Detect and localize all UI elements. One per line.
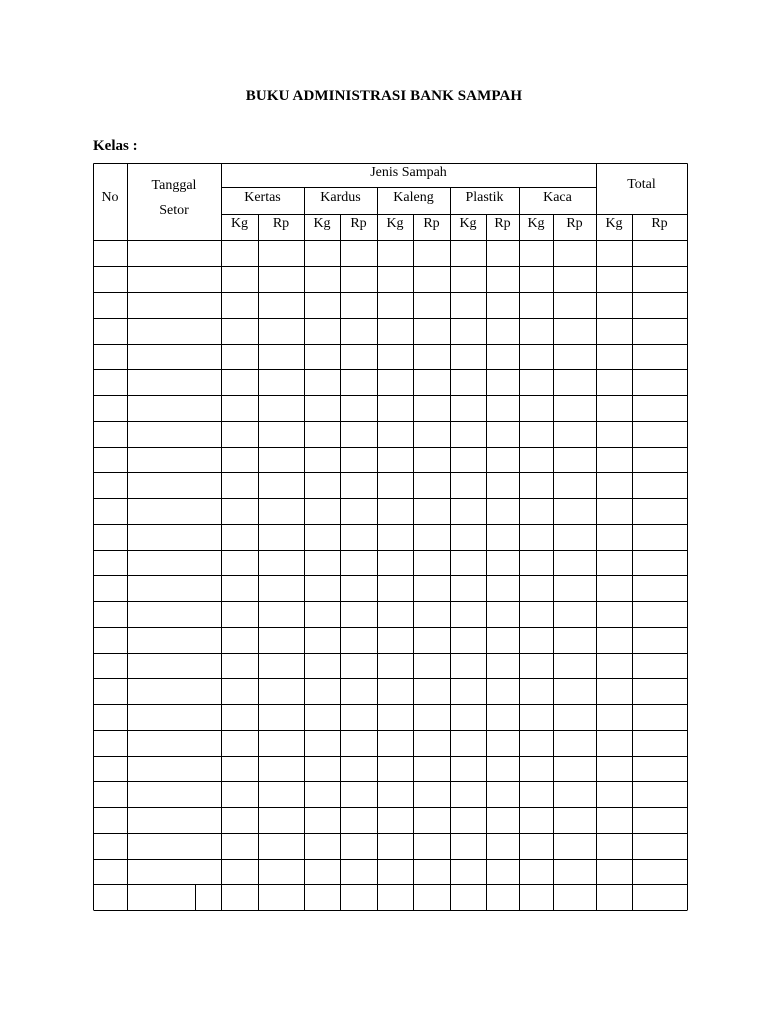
header-kaleng-kg: Kg [386, 216, 404, 231]
header-total: Total [627, 177, 656, 192]
header-jenis-sampah: Jenis Sampah [370, 165, 447, 180]
header-category-kardus: Kardus [320, 190, 361, 205]
header-category-kaca: Kaca [543, 190, 572, 205]
header-total-kg: Kg [605, 216, 623, 231]
header-kertas-kg: Kg [230, 216, 249, 231]
header-kardus-kg: Kg [313, 216, 331, 231]
header-kaca-rp: Rp [566, 216, 583, 231]
header-setor: Setor [159, 203, 189, 218]
header-kaca-kg: Kg [527, 216, 545, 231]
header-kardus-rp: Rp [350, 216, 367, 231]
header-category-kaleng: Kaleng [393, 190, 434, 205]
header-no: No [101, 190, 119, 205]
header-plastik-kg: Kg [459, 216, 477, 231]
header-plastik-rp: Rp [494, 216, 511, 231]
header-category-plastik: Plastik [465, 190, 504, 205]
document-title: BUKU ADMINISTRASI BANK SAMPAH [245, 88, 523, 104]
kelas-label: Kelas : [93, 138, 138, 154]
header-tanggal: Tanggal [151, 178, 197, 193]
header-category-kertas: Kertas [244, 190, 281, 205]
header-total-rp: Rp [651, 216, 668, 231]
header-kertas-rp: Rp [272, 216, 290, 231]
header-kaleng-rp: Rp [423, 216, 440, 231]
